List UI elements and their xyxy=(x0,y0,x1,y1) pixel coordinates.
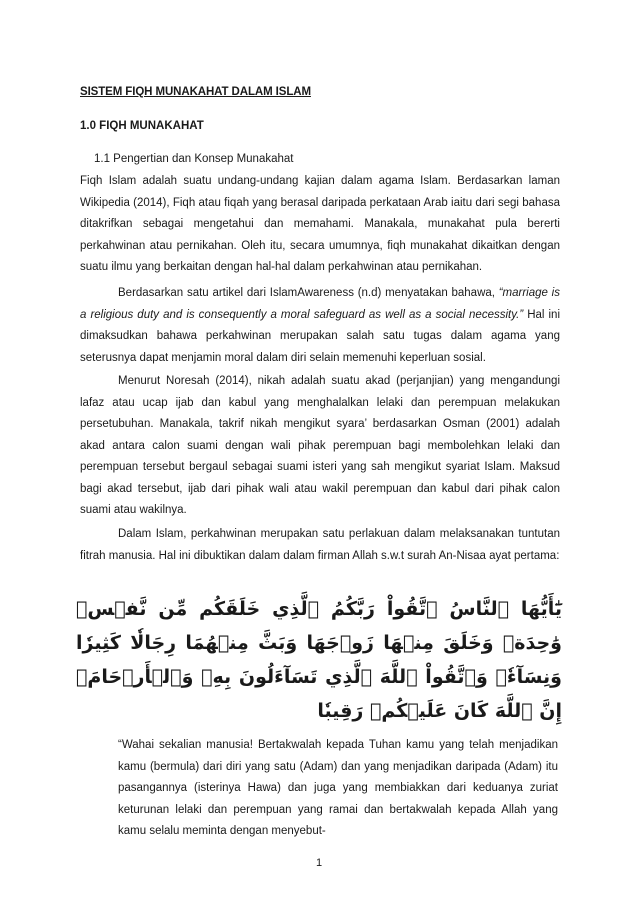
arabic-verse: يَٰٓأَيُّهَا ٱلنَّاسُ ٱتَّقُواْ رَبَّكُمُ ٱلَّذِي خَلَقَكُم مِّن نَّفۡسٖ وَٰحِدَةٖ وَخَلَقَ مِنۡهَا زَوۡجَهَا وَبَثَّ مِنۡهُمَا رِجَالٗا كَثِيرٗا وَنِسَآءٗۚ وَٱتَّقُواْ ٱللَّهَ ٱلَّذِي تَسَآءَلُونَ بِهِۦ وَٱلۡأَرۡحَامَۚ إِنَّ ٱللَّهَ كَانَ عَلَيۡكُمۡ رَقِيبٗا xyxy=(76,598,562,722)
paragraph-2-rest: Hal ini dimaksudkan bahawa perkahwinan merupakan salah satu tugas dalam agama yang seterusnya dapat menjamin moral dalam diri selain memenuhi keperluan sosial. xyxy=(80,308,561,364)
subsection-heading: 1.1 Pengertian dan Konsep Munakahat xyxy=(94,153,294,165)
paragraph-2-quote: “marriage is a religious duty and is consequently a moral safeguard as well as a social necessity.” xyxy=(80,287,560,321)
verse-translation: “Wahai sekalian manusia! Bertakwalah kepada Tuhan kamu yang telah menjadikan kamu (bermula) dari diri yang satu (Adam) dan yang menjadikan daripada (Adam) itu pasangannya (isterinya Hawa) dan juga yang membiakkan dari keduanya zuriat keturunan lelaki dan perempuan yang ramai dan bertakwalah kepada Allah yang kamu selalu meminta dengan menyebut- xyxy=(118,739,558,837)
page-number: 1 xyxy=(315,857,323,869)
paragraph-4: Dalam Islam, perkahwinan merupakan satu perlakuan dalam melaksanakan tuntutan fitrah manusia. Hal ini dibuktikan dalam dalam firman Allah s.w.t surah An-Nisaa ayat pertama: xyxy=(80,528,560,562)
document-title: SISTEM FIQH MUNAKAHAT DALAM ISLAM xyxy=(80,86,311,98)
paragraph-2-intro: Berdasarkan satu artikel dari IslamAwareness (n.d) menyatakan bahawa, xyxy=(118,287,499,299)
section-heading: 1.0 FIQH MUNAKAHAT xyxy=(80,120,204,132)
paragraph-2 xyxy=(80,283,560,369)
paragraph-1: Fiqh Islam adalah suatu undang-undang kajian dalam agama Islam. Berdasarkan laman Wikipedia (2014), Fiqh atau fiqah yang berasal daripada perkataan Arab iaitu dari segi bahasa ditakrifkan sebagai mengetahui dan memahami. Manakala, munakahat pula bererti perkahwinan atau pernikahan. Oleh itu, secara umumnya, fiqh munakahat dikaitkan dengan suatu ilmu yang berkaitan dengan hal-hal dalam perkahwinan atau pernikahan. xyxy=(80,175,560,273)
paragraph-3: Menurut Noresah (2014), nikah adalah suatu akad (perjanjian) yang mengandungi lafaz atau ucap ijab dan kabul yang menghalalkan lelaki dan perempuan melakukan persetubuhan. Manakala, takrif nikah mengikut syara’ berdasarkan Osman (2001) adalah akad antara calon suami dengan wali pihak perempuan bagi membolehkan lelaki dan perempuan tersebut bergaul sebagai suami isteri yang sah mengikut syariat Islam. Maksud bagi akad tersebut, ijab dari pihak wali atau wakil perempuan dan kabul dari pihak calon suami atau wakilnya. xyxy=(80,375,560,516)
